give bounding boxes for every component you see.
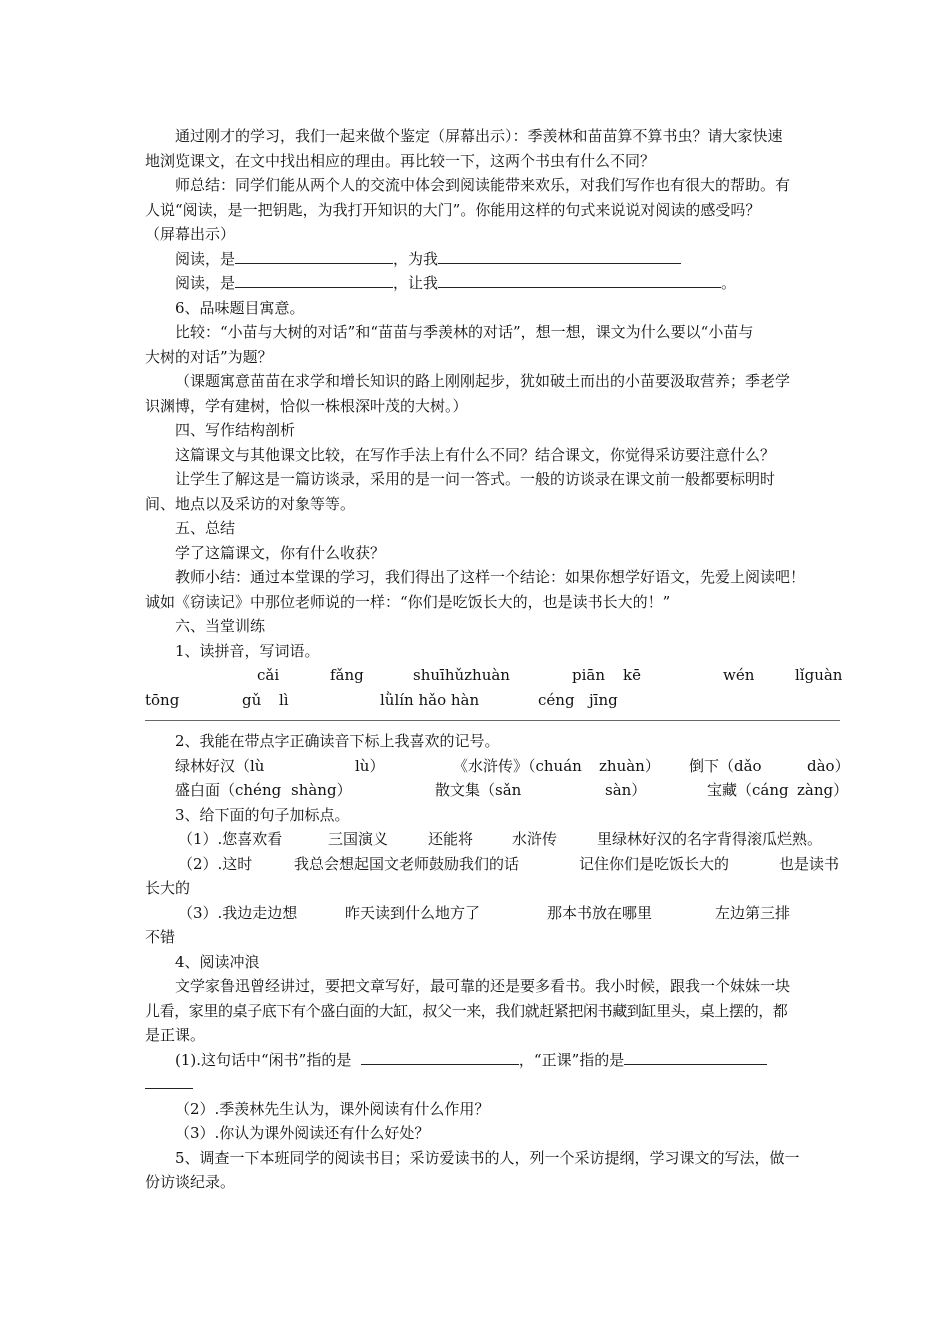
pinyin-item: cǎi [257,666,280,684]
paragraph-line: （3）.你认为课外阅读还有什么好处？ [175,1124,430,1142]
paragraph-line: 长大的 [145,879,191,897]
sentence-part: 我总会想起国文老师鼓励我们的话 [294,854,520,873]
question-title: 2、我能在带点字正确读音下标上我喜欢的记号。 [175,732,500,750]
punctuation-sentence-1 [145,827,848,852]
reading-row-2 [145,778,848,803]
paragraph-line: 人说“阅读，是一把钥匙，为我打开知识的大门”。你能用这样的句式来说说对阅读的感受吗？ [145,200,761,219]
sentence-part: 三国演义 [328,830,389,848]
paragraph-line: 通过刚才的学习，我们一起来做个鉴定（屏幕出示）：季羡林和苗苗算不算书虫？请大家快速 [175,127,783,145]
word-option: 绿林好汉（lù [175,756,265,775]
pinyin-row-1 [145,663,848,688]
pinyin-item: kē [623,666,641,684]
word-option: 宝藏（cáng [707,781,789,799]
paragraph-line: 5、调查一下本班同学的阅读书目；采访爱读书的人，列一个采访提纲，学习课文的写法，做一 [175,1148,800,1167]
question-title: 4、阅读冲浪 [175,952,260,971]
paragraph-line: （2）.季羡林先生认为，课外阅读有什么作用？ [175,1099,490,1118]
pinyin-row-2 [145,688,848,713]
paragraph-line: 比较：“小苗与大树的对话”和“苗苗与季羡林的对话”，想一想，课文为什么要以“小苗与 [175,323,754,341]
paragraph-line: 诚如《窃读记》中那位老师说的一样：“你们是吃饭长大的，也是读书长大的！” [145,592,671,611]
pinyin-item: fǎng [330,666,364,684]
paragraph-line: （课题寓意苗苗在求学和增长知识的路上刚刚起步，犹如破土而出的小苗要汲取营养；季老学 [175,372,791,390]
word-option: sàn） [605,781,647,799]
word-option: 散文集（sǎn [435,781,522,799]
pinyin-item: shuīhǔzhuàn [413,666,510,684]
paragraph-line: 识渊博，学有建树，恰似一株根深叶茂的大树。） [145,396,468,415]
fill-text: 阅读，是 [175,274,236,292]
paragraph-line: 教师小结：通过本堂课的学习，我们得出了这样一个结论：如果你想学好语文，先爱上阅读吧！ [175,568,806,586]
fill-blank-line-2 [145,271,848,296]
sentence-part: 也是读书 [779,854,840,873]
answer-line[interactable] [145,720,840,721]
answer-blank[interactable] [145,1072,193,1089]
sentence-part: 里绿林好汉的名字背得滚瓜烂熟。 [597,830,823,848]
pinyin-item: tōng [145,690,180,709]
fill-text: 阅读，是 [175,249,236,268]
paragraph-line: 儿看，家里的桌子底下有个盛白面的大缸，叔父一来，我们就赶紧把闲书藏到缸里头，桌上摆的，都 [145,1001,788,1020]
section-heading: 六、当堂训练 [175,617,266,635]
paragraph-line: 大树的对话”为题？ [145,347,273,366]
sentence-part: （3）.我边走边想 [178,903,298,922]
answer-blank[interactable] [438,247,681,264]
pinyin-item: piān [572,666,606,684]
word-option: shàng） [291,781,352,799]
punctuation-sentence-2 [145,852,848,877]
sentence-part: （2）.这时 [178,854,253,873]
paragraph-line: （屏幕出示） [145,225,236,243]
sentence-part: 水浒传 [512,830,558,848]
word-option: lù） [355,756,385,775]
fill-text: 。 [721,274,737,292]
pinyin-item: lǜlín hǎo hàn [380,690,480,709]
paragraph-line: 是正课。 [145,1026,206,1044]
paragraph-line: 不错 [145,928,176,946]
pinyin-item: céng [538,690,575,709]
question-title: 3、给下面的句子加标点。 [175,805,350,824]
paragraph-line: 文学家鲁迅曾经讲过，要把文章写好，最可靠的还是要多看书。我小时候，跟我一个妹妹一块 [175,977,791,995]
answer-blank[interactable] [361,1048,519,1065]
paragraph-line: 地浏览课文，在文中找出相应的理由。再比较一下，这两个书虫有什么不同？ [145,151,656,170]
section-heading: 五、总结 [175,519,236,537]
fill-text: ，“正课”指的是 [518,1050,625,1069]
reading-row-1 [145,754,848,779]
sentence-part: 记住你们是吃饭长大的 [579,854,730,873]
sentence-part: 那本书放在哪里 [547,903,653,922]
paragraph-line: 让学生了解这是一篇访谈录，采用的是一问一答式。一般的访谈录在课文前一般都要标明时 [175,470,776,488]
paragraph-line: 间、地点以及采访的对象等等。 [145,494,356,513]
answer-blank[interactable] [235,247,393,264]
punctuation-sentence-3 [145,901,848,926]
paragraph-line: 师总结：同学们能从两个人的交流中体会到阅读能带来欢乐，对我们写作也有很大的帮助。有 [175,176,791,194]
fill-text: (1).这句话中“闲书”指的是 [175,1050,352,1069]
word-option: 《水浒传》（chuán [453,756,582,775]
document-page [145,124,848,1195]
fill-text: ，为我 [393,249,439,268]
fill-blank-line-1 [145,247,848,272]
word-option: zhuàn） [599,756,660,775]
word-option: dào） [807,756,850,775]
pinyin-item: lì [279,690,289,709]
section-heading: 6、品味题目寓意。 [175,298,305,317]
paragraph-line: 份访谈纪录。 [145,1173,236,1191]
word-option: zàng） [797,781,849,799]
word-option: 盛白面（chéng [175,781,282,799]
sentence-part: （1）.您喜欢看 [178,830,283,848]
pinyin-item: gǔ [242,690,262,709]
pinyin-item: wén [723,666,755,684]
word-option: 倒下（dǎo [689,756,762,775]
fill-blank-line-3 [145,1048,848,1073]
paragraph-line: 学了这篇课文，你有什么收获？ [175,543,386,562]
pinyin-item: lǐguàn [795,666,843,684]
fill-text: ，让我 [393,274,439,292]
section-heading: 四、写作结构剖析 [175,421,296,439]
question-title: 1、读拼音，写词语。 [175,641,320,660]
sentence-part: 还能将 [428,830,474,848]
blank-continuation-line [145,1072,848,1097]
paragraph-line: 这篇课文与其他课文比较，在写作手法上有什么不同？结合课文，你觉得采访要注意什么？ [175,445,776,464]
answer-blank[interactable] [235,271,393,288]
sentence-part: 昨天读到什么地方了 [345,903,481,922]
answer-blank[interactable] [438,271,721,288]
sentence-part: 左边第三排 [715,903,791,922]
pinyin-item: jīng [589,690,618,709]
answer-blank[interactable] [624,1048,767,1065]
